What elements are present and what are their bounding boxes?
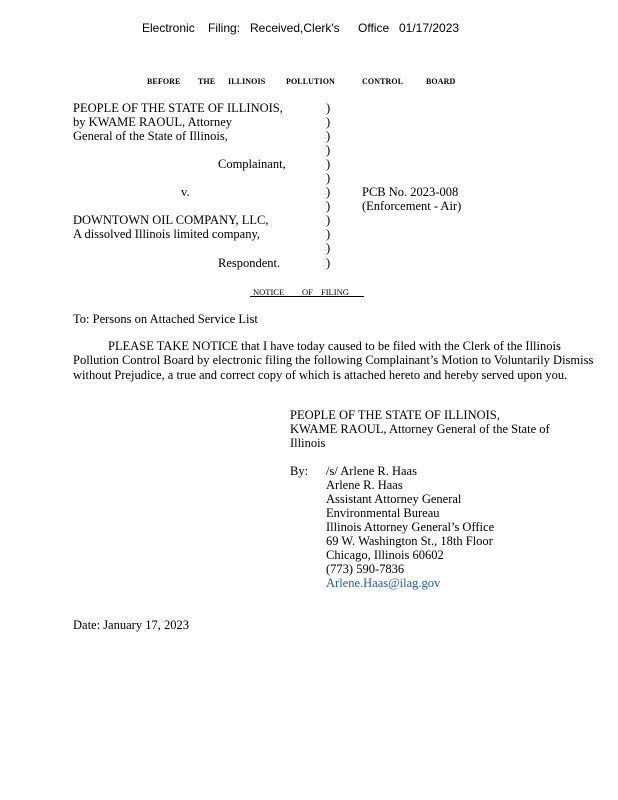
caption-paren: ) xyxy=(326,241,331,255)
case-type: (Enforcement - Air) xyxy=(362,199,462,213)
filing-stamp-date: 01/17/2023 xyxy=(399,21,460,35)
case-number: PCB No. 2023-008 xyxy=(362,185,459,199)
caption-plaintiff-line-1: PEOPLE OF THE STATE OF ILLINOIS, xyxy=(73,101,283,115)
caption-paren: ) xyxy=(326,256,331,270)
caption-plaintiff-line-2: by KWAME RAOUL, Attorney xyxy=(73,115,233,129)
signature-party-line-1: PEOPLE OF THE STATE OF ILLINOIS, xyxy=(290,408,500,422)
board-title-before: BEFORE xyxy=(147,77,181,86)
caption-paren: ) xyxy=(326,227,331,241)
signature-by-label: By: xyxy=(290,464,309,478)
signature-line-electronic: /s/ Arlene R. Haas xyxy=(326,464,417,478)
notice-title-notice: NOTICE xyxy=(253,287,285,297)
filing-stamp-received: Received,Clerk's xyxy=(250,21,340,35)
caption-paren: ) xyxy=(326,171,331,185)
date-line: Date: January 17, 2023 xyxy=(73,618,189,632)
caption-paren: ) xyxy=(326,115,331,129)
caption-complainant: Complainant, xyxy=(218,157,286,171)
signature-name: Arlene R. Haas xyxy=(326,478,403,492)
caption-paren: ) xyxy=(326,213,331,227)
board-title-control: CONTROL xyxy=(362,77,404,86)
signature-party-line-3: Illinois xyxy=(290,436,326,450)
notice-title-of: OF xyxy=(302,287,313,297)
caption-respondent: Respondent. xyxy=(218,256,281,270)
filing-stamp-office: Office xyxy=(358,21,390,35)
board-title-the: THE xyxy=(198,77,216,86)
signature-phone: (773) 590-7836 xyxy=(326,562,405,576)
caption-paren: ) xyxy=(326,129,331,143)
signature-bureau: Environmental Bureau xyxy=(326,506,440,520)
caption-paren: ) xyxy=(326,185,331,199)
to-line: To: Persons on Attached Service List xyxy=(73,312,258,326)
caption-defendant-line-2: A dissolved Illinois limited company, xyxy=(73,227,261,241)
caption-paren: ) xyxy=(326,199,331,213)
caption-paren: ) xyxy=(326,157,331,171)
caption-paren: ) xyxy=(326,143,331,157)
caption-paren: ) xyxy=(326,101,331,115)
signature-title: Assistant Attorney General xyxy=(326,492,462,506)
signature-party-line-2: KWAME RAOUL, Attorney General of the State of xyxy=(290,422,550,436)
signature-street-address: 69 W. Washington St., 18th Floor xyxy=(326,534,493,548)
signature-city: Chicago, Illinois 60602 xyxy=(326,548,444,562)
body-paragraph: PLEASE TAKE NOTICE that I have today caused to be filed with the Clerk of the Illinois Pollution Control Board by electronic filing the following Complainant’s Motion to Voluntarily Dismiss without Prejudice, a true and correct copy of which is attached hereto and hereby served upon you. xyxy=(73,339,594,382)
caption-plaintiff-line-3: General of the State of Illinois, xyxy=(73,129,228,143)
caption-defendant-line-1: DOWNTOWN OIL COMPANY, LLC, xyxy=(73,213,269,227)
filing-stamp-electronic: Electronic xyxy=(142,21,195,35)
caption-versus: v. xyxy=(181,185,190,199)
board-title-board: BOARD xyxy=(426,77,456,86)
board-title-pollution: POLLUTION xyxy=(286,77,335,86)
board-title-illinois: ILLINOIS xyxy=(228,77,266,86)
notice-title-underline xyxy=(250,296,364,297)
signature-email-link[interactable]: Arlene.Haas@ilag.gov xyxy=(326,576,441,590)
notice-title-filing: FILING xyxy=(321,287,349,297)
filing-stamp-filing: Filing: xyxy=(208,21,241,35)
signature-office: Illinois Attorney General’s Office xyxy=(326,520,495,534)
